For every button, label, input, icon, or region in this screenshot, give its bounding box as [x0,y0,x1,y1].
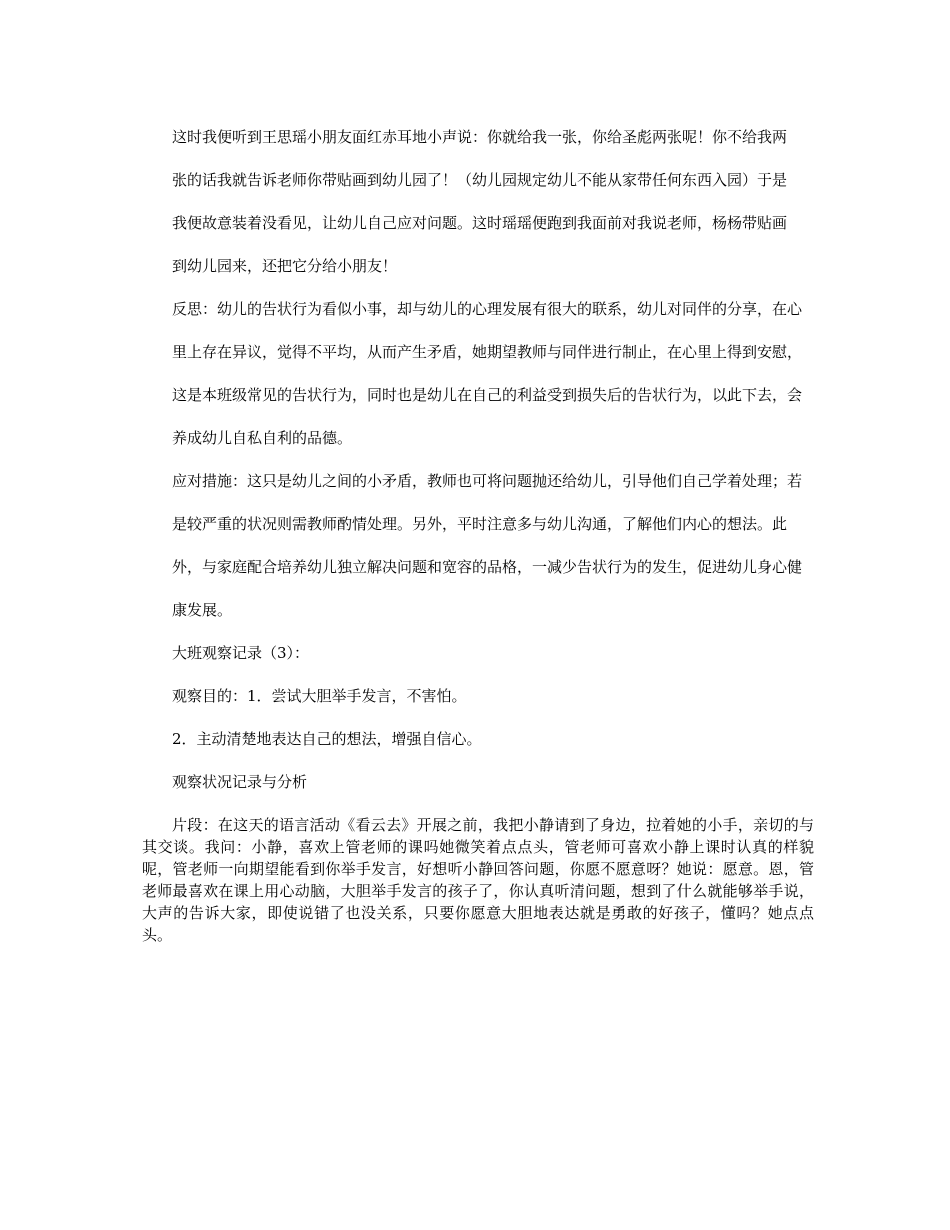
observation-subheading: 观察状况记录与分析 [172,773,308,791]
paragraph-7: 这是本班级常见的告状行为，同时也是幼儿在自己的利益受到损失后的告状行为，以此下去，会 [172,386,803,404]
paragraph-8: 养成幼儿自私自利的品德。 [172,429,353,447]
paragraph-3: 我便故意装着没看见，让幼儿自己应对问题。这时瑶瑶便跑到我面前对我说老师，杨杨带贴画 [172,214,788,232]
section-heading: 大班观察记录（3）： [172,644,310,662]
observation-goal-1: 观察目的：1．尝试大胆举手发言，不害怕。 [172,687,467,705]
paragraph-4: 到幼儿园来，还把它分给小朋友！ [172,257,398,275]
paragraph-11: 外，与家庭配合培养幼儿独立解决问题和宽容的品格，一减少告状行为的发生，促进幼儿身心健 [172,558,803,576]
paragraph-5: 反思：幼儿的告状行为看似小事，却与幼儿的心理发展有很大的联系，幼儿对同伴的分享，在心 [172,300,803,318]
paragraph-9: 应对措施：这只是幼儿之间的小矛盾，教师也可将问题抛还给幼儿，引导他们自己学着处理；若 [172,472,803,490]
paragraph-6: 里上存在异议，觉得不平均，从而产生矛盾，她期望教师与同伴进行制止，在心里上得到安慰， [172,343,803,361]
observation-segment: 片段：在这天的语言活动《看云去》开展之前，我把小静请到了身边，拉着她的小手，亲切的与其交谈。我问：小静，喜欢上管老师的课吗她微笑着点点头，管老师可喜欢小静上课时认真的样貌呢，管老师一向期望能看到你举手发言，好想听小静回答问题，你愿不愿意呀？她说：愿意。恩，管老师最喜欢在课上用心动脑，大胆举手发言的孩子了，你认真听清问题，想到了什么就能够举手说，大声的告诉大家，即使说错了也没关系，只要你愿意大胆地表达就是勇敢的好孩子，懂吗？她点点头。 [142,816,814,944]
paragraph-10: 是较严重的状况则需教师酌情处理。另外，平时注意多与幼儿沟通，了解他们内心的想法。此 [172,515,788,533]
paragraph-12: 康发展。 [172,601,233,619]
observation-goal-2: 2．主动清楚地表达自己的想法，增强自信心。 [172,730,482,748]
paragraph-2: 张的话我就告诉老师你带贴画到幼儿园了！（幼儿园规定幼儿不能从家带任何东西入园）于是 [172,171,788,189]
paragraph-1: 这时我便听到王思瑶小朋友面红赤耳地小声说：你就给我一张，你给圣彪两张呢！你不给我两 [172,128,788,146]
